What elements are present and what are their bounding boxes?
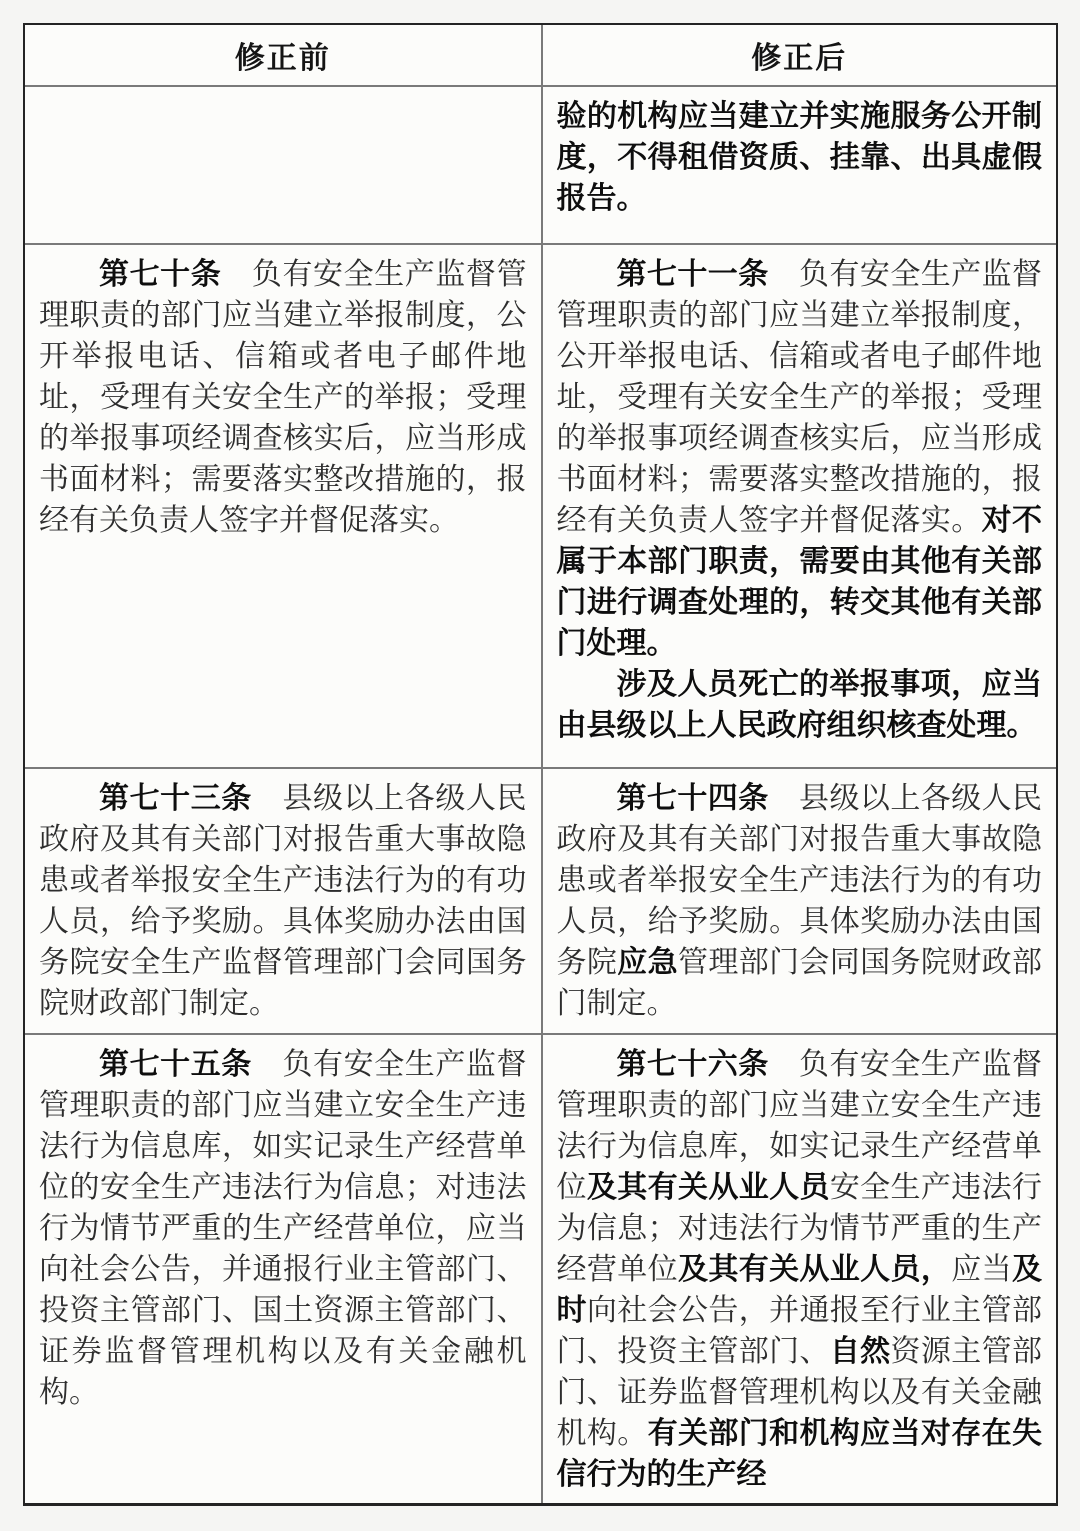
law-paragraph xyxy=(39,778,527,1024)
amended-text: 自然 xyxy=(829,1335,891,1368)
amended-text: 第七十一条 xyxy=(616,258,769,291)
amended-text: 第七十条 xyxy=(99,258,222,291)
cell-before xyxy=(25,769,541,1033)
law-text: 资源主管部门、证券监督管理机构以及有关金融机构。 xyxy=(556,1335,1043,1450)
table-header-row xyxy=(25,25,1056,87)
amended-text: 应急 xyxy=(617,946,678,979)
cell-after xyxy=(541,87,1057,243)
law-text: 县级以上各级人民政府及其有关部门对报告重大事故隐患或者举报安全生产违法行为的有功人员，给予奖励。具体奖励办法由国务院 xyxy=(556,782,1043,979)
amended-text: 第七十四条 xyxy=(616,782,769,815)
comparison-table xyxy=(23,23,1058,1506)
law-text: 负有安全生产监督管理职责的部门应当建立安全生产违法行为信息库，如实记录生产经营单位 xyxy=(556,1048,1043,1204)
law-paragraph xyxy=(39,254,527,541)
cell-before xyxy=(25,87,541,243)
law-paragraph xyxy=(557,664,1043,746)
amended-text: 及其有关从业人员 xyxy=(586,1171,830,1204)
law-paragraph xyxy=(39,1044,527,1413)
table-row xyxy=(25,87,1056,243)
law-text: 应当 xyxy=(951,1253,1013,1286)
amended-text: 有关部门和机构应当对存在失信行为的生产经 xyxy=(556,1417,1043,1491)
amended-text: 及其有关从业人员， xyxy=(677,1253,952,1286)
law-text: 向社会公告，并通报至行业主管部门、投资主管部门、 xyxy=(556,1294,1043,1368)
law-paragraph xyxy=(557,96,1043,219)
law-text: 负有安全生产监督管理职责的部门应当建立举报制度，公开举报电话、信箱或者电子邮件地址，受理有关安全生产的举报；受理的举报事项经调查核实后，应当形成书面材料；需要落实整改措施的，报经有关负责人签字并督促落实。 xyxy=(39,258,527,537)
law-paragraph xyxy=(557,254,1043,664)
amended-text: 涉及人员死亡的举报事项，应当由县级以上人民政府组织核查处理。 xyxy=(556,668,1042,742)
cell-after xyxy=(541,245,1057,767)
cell-before xyxy=(25,245,541,767)
amended-text: 第七十六条 xyxy=(616,1048,769,1081)
law-paragraph xyxy=(557,1044,1043,1495)
amended-text: 对不属于本部门职责，需要由其他有关部门进行调查处理的，转交其他有关部门处理。 xyxy=(556,504,1043,660)
law-text: 安全生产违法行为信息；对违法行为情节严重的生产经营单位 xyxy=(556,1171,1043,1286)
column-header-before: 修正前 xyxy=(234,42,331,75)
comparison-table-body xyxy=(25,87,1056,1503)
table-row xyxy=(25,243,1056,767)
law-text: 县级以上各级人民政府及其有关部门对报告重大事故隐患或者举报安全生产违法行为的有功人员，给予奖励。具体奖励办法由国务院安全生产监督管理部门会同国务院财政部门制定。 xyxy=(39,782,527,1020)
cell-after xyxy=(541,769,1057,1033)
amended-text: 及时 xyxy=(556,1253,1043,1327)
law-text: 管理部门会同国务院财政部门制定。 xyxy=(556,946,1043,1020)
amended-text: 第七十三条 xyxy=(99,782,252,815)
cell-after xyxy=(541,1035,1057,1503)
table-row xyxy=(25,1033,1056,1503)
law-text: 负有安全生产监督管理职责的部门应当建立安全生产违法行为信息库，如实记录生产经营单位的安全生产违法行为信息；对违法行为情节严重的生产经营单位，应当向社会公告，并通报行业主管部门、投资主管部门、国土资源主管部门、证券监督管理机构以及有关金融机构。 xyxy=(39,1048,527,1409)
amended-text: 第七十五条 xyxy=(99,1048,252,1081)
law-paragraph xyxy=(557,778,1043,1024)
column-header-after: 修正后 xyxy=(541,25,1057,85)
amended-text: 验的机构应当建立并实施服务公开制度，不得租借资质、挂靠、出具虚假报告。 xyxy=(556,100,1042,215)
law-text: 负有安全生产监督管理职责的部门应当建立举报制度，公开举报电话、信箱或者电子邮件地址，受理有关安全生产的举报；受理的举报事项经调查核实后，应当形成书面材料；需要落实整改措施的，报经有关负责人签字并督促落实。 xyxy=(556,258,1043,537)
table-row xyxy=(25,767,1056,1033)
cell-before xyxy=(25,1035,541,1503)
